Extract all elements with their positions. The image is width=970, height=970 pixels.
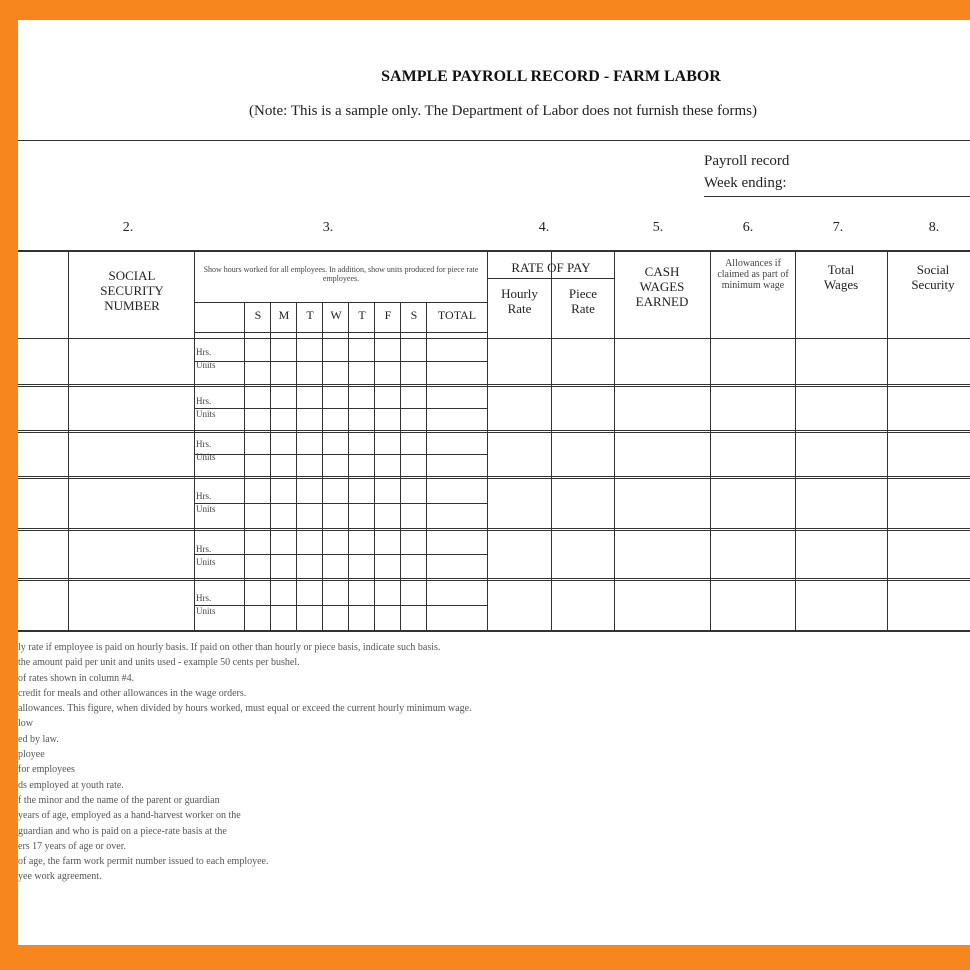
row-6-units-label: Units <box>196 606 216 616</box>
grid-line <box>18 476 970 477</box>
footnote: yee work agreement. <box>18 871 102 883</box>
column-number-5: 5. <box>652 220 664 235</box>
grid-line <box>400 302 401 630</box>
row-6-hrs-label: Hrs. <box>196 593 212 603</box>
grid-line <box>270 302 271 630</box>
grid-line <box>194 332 487 333</box>
row-2-hrs-label: Hrs. <box>196 396 212 406</box>
grid-line <box>194 408 487 409</box>
header-rule <box>18 140 970 141</box>
footnote: f the minor and the name of the parent or guardian <box>18 794 220 806</box>
grid-line <box>426 302 427 630</box>
column-number-7: 7. <box>832 220 844 235</box>
grid-line <box>194 605 487 606</box>
grid-line <box>68 250 69 630</box>
grid-line <box>348 302 349 630</box>
footnote: of age, the farm work permit number issued to each employee. <box>18 856 269 868</box>
footnote: ployee <box>18 749 45 761</box>
page-note: (Note: This is a sample only. The Department of Labor does not furnish these forms) <box>249 103 757 119</box>
piece-rate-header: Piece Rate <box>568 286 598 316</box>
hourly-rate-header: Hourly Rate <box>501 286 538 316</box>
grid-line <box>194 361 487 362</box>
footnote: allowances. This figure, when divided by hours worked, must equal or exceed the current hourly minimum wage. <box>18 703 472 715</box>
grid-line <box>18 386 970 387</box>
grid-line <box>18 630 970 632</box>
grid-line <box>18 384 970 385</box>
footnote: credit for meals and other allowances in the wage orders. <box>18 687 247 699</box>
grid-line <box>18 478 970 479</box>
day-friday: F <box>384 308 392 322</box>
grid-line <box>18 338 970 339</box>
footnote: guardian and who is paid on a piece-rate basis at the <box>18 825 227 837</box>
row-3-units-label: Units <box>196 452 216 462</box>
day-saturday: S <box>410 308 418 322</box>
footnote: ds employed at youth rate. <box>18 779 124 791</box>
day-sunday: S <box>254 308 262 322</box>
grid-line <box>18 250 970 252</box>
grid-line <box>194 250 195 630</box>
cash-wages-header: CASH WAGES EARNED <box>635 264 689 309</box>
footnote: ed by law. <box>18 733 59 745</box>
hours-instructions: Show hours worked for all employees. In addition, show units produced for piece rate employees. <box>203 265 479 283</box>
row-4-hrs-label: Hrs. <box>196 491 212 501</box>
column-number-2: 2. <box>122 220 134 235</box>
row-4-units-label: Units <box>196 504 216 514</box>
grid-line <box>322 302 323 630</box>
footnote: ers 17 years of age or over. <box>18 840 127 852</box>
payroll-sheet <box>18 20 970 945</box>
grid-line <box>296 302 297 630</box>
day-total: TOTAL <box>437 308 477 322</box>
footnote: for employees <box>18 764 75 776</box>
grid-line <box>887 250 888 630</box>
grid-line <box>710 250 711 630</box>
footnote: the amount paid per unit and units used - example 50 cents per bushel. <box>18 657 300 669</box>
grid-line <box>374 302 375 630</box>
grid-line <box>18 578 970 579</box>
column-number-4: 4. <box>538 220 550 235</box>
row-2-units-label: Units <box>196 409 216 419</box>
grid-line <box>18 530 970 531</box>
column-number-8: 8. <box>928 220 940 235</box>
day-tuesday: T <box>306 308 314 322</box>
row-1-hrs-label: Hrs. <box>196 347 212 357</box>
day-thursday: T <box>358 308 366 322</box>
day-monday: M <box>278 308 290 322</box>
grid-line <box>194 503 487 504</box>
grid-line <box>18 432 970 433</box>
grid-line <box>194 454 487 455</box>
total-wages-header: Total Wages <box>823 262 859 292</box>
page-title: SAMPLE PAYROLL RECORD - FARM LABOR <box>381 68 721 85</box>
allowances-header: Allowances if claimed as part of minimum wage <box>717 258 789 291</box>
row-5-hrs-label: Hrs. <box>196 544 212 554</box>
grid-line <box>194 302 487 303</box>
footnote: of rates shown in column #4. <box>18 672 135 684</box>
grid-line <box>194 554 487 555</box>
grid-line <box>18 528 970 529</box>
week-ending-line <box>704 196 970 197</box>
column-number-6: 6. <box>742 220 754 235</box>
rate-of-pay-header: RATE OF PAY <box>511 260 591 275</box>
social-security-short-header: Social Security <box>911 262 955 292</box>
footnote: ly rate if employee is paid on hourly basis. If paid on other than hourly or piece basis, indicate such basis. <box>18 642 441 653</box>
row-5-units-label: Units <box>196 557 216 567</box>
grid-line <box>18 430 970 431</box>
social-security-header: SOCIAL SECURITY NUMBER <box>100 268 164 313</box>
footnote: years of age, employed as a hand-harvest worker on the <box>18 810 241 822</box>
row-3-hrs-label: Hrs. <box>196 439 212 449</box>
column-number-3: 3. <box>322 220 334 235</box>
row-1-units-label: Units <box>196 360 216 370</box>
week-ending-label: Week ending: <box>704 175 787 191</box>
grid-line <box>795 250 796 630</box>
grid-line <box>18 580 970 581</box>
day-wednesday: W <box>330 308 342 322</box>
grid-line <box>487 278 614 279</box>
footnotes <box>18 640 472 885</box>
footnote: low <box>18 718 33 730</box>
grid-line <box>244 302 245 630</box>
payroll-record-label: Payroll record <box>704 153 790 169</box>
